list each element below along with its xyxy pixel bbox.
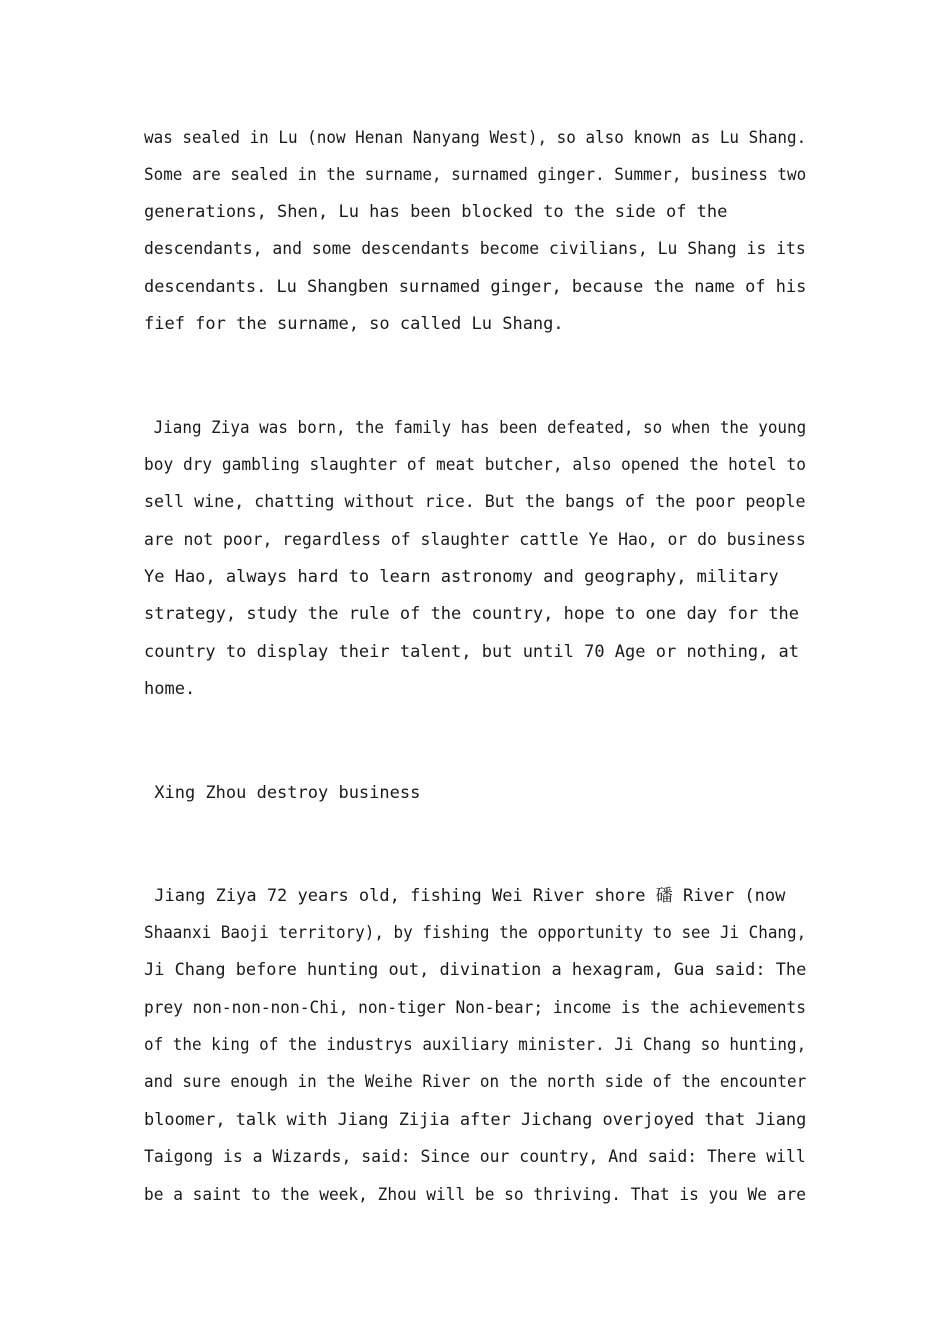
paragraph-3-line-6: and sure enough in the Weihe River on the north side of the encounter [144,1072,807,1092]
paragraph-1-line-1: was sealed in Lu (now Henan Nanyang West), so also known as Lu Shang. [144,128,807,148]
paragraph-1-line-3: generations, Shen, Lu has been blocked to the side of the [144,202,728,222]
paragraph-3-line-8: Taigong is a Wizards, said: Since our country, And said: There will [144,1147,806,1167]
paragraph-1-line-2: Some are sealed in the surname, surnamed ginger. Summer, business two [144,165,807,185]
paragraph-1-line-5: descendants. Lu Shangben surnamed ginger, because the name of his [144,277,807,297]
paragraph-3-line-9: be a saint to the week, Zhou will be so thriving. That is you We are [144,1185,806,1205]
paragraph-3-line-1: Jiang Ziya 72 years old, fishing Wei River shore 磻 River (now [144,886,786,906]
paragraph-2-line-7: country to display their talent, but until 70 Age or nothing, at [144,642,800,662]
paragraph-3-line-3: Ji Chang before hunting out, divination a hexagram, Gua said: The [144,960,807,980]
paragraph-2-line-4: are not poor, regardless of slaughter cattle Ye Hao, or do business [144,530,806,550]
section-heading: Xing Zhou destroy business [144,783,421,803]
paragraph-3-line-4: prey non-non-non-Chi, non-tiger Non-bear; income is the achievements [144,998,806,1018]
paragraph-3-line-2: Shaanxi Baoji territory), by fishing the opportunity to see Ji Chang, [144,923,807,943]
paragraph-2-line-8: home. [144,679,196,699]
paragraph-1-line-4: descendants, and some descendants become civilians, Lu Shang is its [144,239,806,259]
paragraph-1-line-6: fief for the surname, so called Lu Shang. [144,314,564,334]
paragraph-3-line-7: bloomer, talk with Jiang Zijia after Jichang overjoyed that Jiang [144,1110,807,1130]
paragraph-2-line-2: boy dry gambling slaughter of meat butcher, also opened the hotel to [144,455,806,475]
paragraph-2-line-3: sell wine, chatting without rice. But the bangs of the poor people [144,492,806,512]
paragraph-3-line-5: of the king of the industrys auxiliary minister. Ji Chang so hunting, [144,1035,807,1055]
paragraph-2-line-6: strategy, study the rule of the country, hope to one day for the [144,604,800,624]
paragraph-2-line-1: Jiang Ziya was born, the family has been defeated, so when the young [144,418,807,438]
paragraph-2-line-5: Ye Hao, always hard to learn astronomy and geography, military [144,567,779,587]
